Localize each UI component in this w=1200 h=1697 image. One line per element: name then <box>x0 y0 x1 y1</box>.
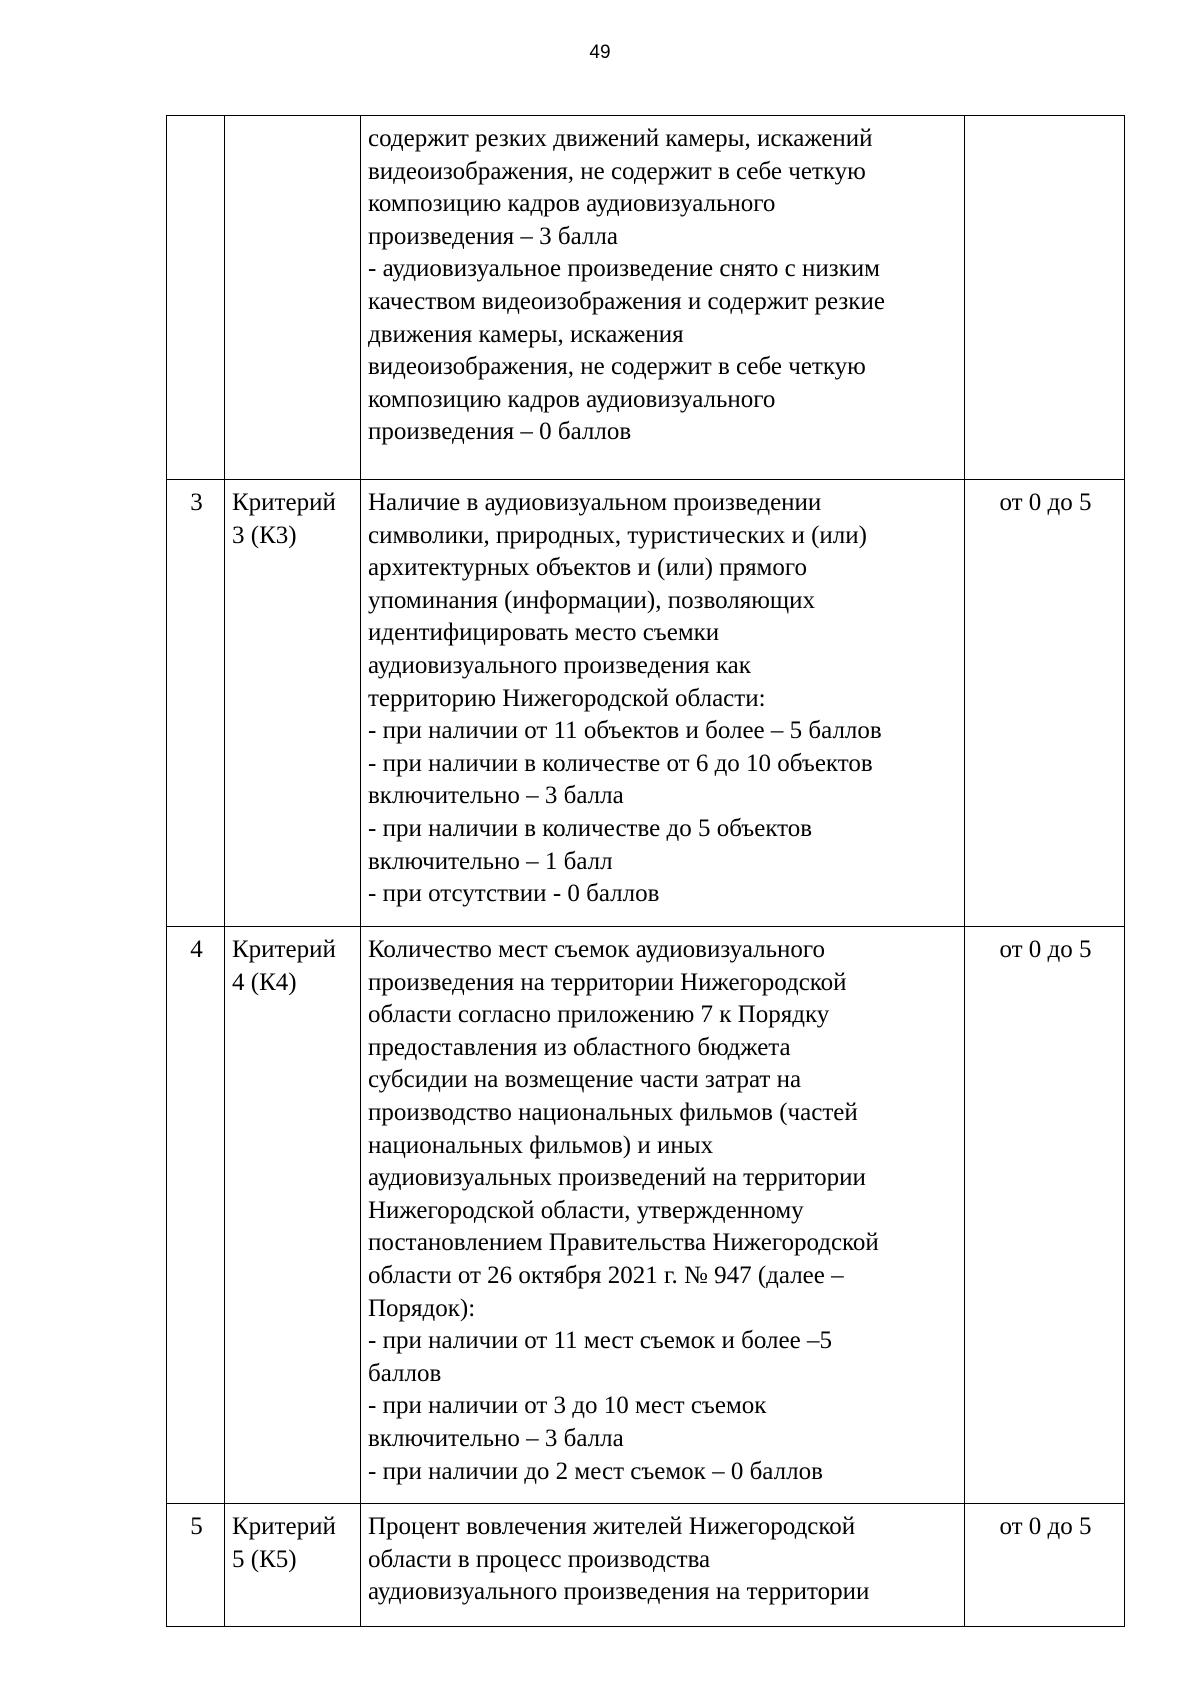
description-line: - при наличии в количестве от 6 до 10 объектов <box>368 749 873 777</box>
criterion-cell <box>225 927 361 1504</box>
table-row <box>167 480 1125 927</box>
description-line: произведения – 0 баллов <box>368 418 632 446</box>
table-row <box>167 1504 1125 1627</box>
description-cell <box>361 927 965 1504</box>
score-cell: от 0 до 5 <box>965 480 1125 927</box>
criterion-code: 4 (К4) <box>232 968 297 996</box>
criterion-code: 5 (К5) <box>232 1545 297 1573</box>
description-cell <box>361 480 965 927</box>
criterion-cell <box>225 1504 361 1627</box>
description-line: аудиовизуального произведения как <box>368 651 751 679</box>
table-row <box>167 116 1125 480</box>
description-line: Процент вовлечения жителей Нижегородской <box>368 1513 856 1540</box>
description-line: произведения – 3 балла <box>368 222 618 250</box>
criterion-label: Критерий <box>232 1513 336 1540</box>
description-line: видеоизображения, не содержит в себе четкую <box>368 353 866 381</box>
description-line: включительно – 1 балл <box>368 847 613 875</box>
description-line: аудиовизуальных произведений на территории <box>368 1164 866 1192</box>
criteria-table <box>166 115 1125 1627</box>
criterion-cell <box>225 116 361 480</box>
score-cell: от 0 до 5 <box>965 927 1125 1504</box>
description-cell <box>361 1504 965 1627</box>
criterion-cell <box>225 480 361 927</box>
description-line: Нижегородской области, утвержденному <box>368 1196 804 1224</box>
description-line: произведения на территории Нижегородской <box>368 968 847 996</box>
description-line: Количество мест съемок аудиовизуального <box>368 936 826 963</box>
description-line: - при наличии до 2 мест съемок – 0 баллов <box>368 1457 823 1485</box>
row-number-cell: 5 <box>167 1504 225 1627</box>
description-line: упоминания (информации), позволяющих <box>368 586 816 614</box>
description-line: идентифицировать место съемки <box>368 619 720 647</box>
row-number-cell: 4 <box>167 927 225 1504</box>
description-line: - при наличии от 11 мест съемок и более –5 <box>368 1327 832 1355</box>
description-line: видеоизображения, не содержит в себе четкую <box>368 157 866 185</box>
description-line: предоставления из областного бюджета <box>368 1033 791 1061</box>
description-line: - при наличии в количестве до 5 объектов <box>368 814 813 842</box>
description-line: качеством видеоизображения и содержит резкие <box>368 287 885 315</box>
description-line: движения камеры, искажения <box>368 320 684 348</box>
description-line: аудиовизуального произведения на территории <box>368 1578 870 1606</box>
score-cell <box>965 116 1125 480</box>
description-line: - аудиовизуальное произведение снято с низким <box>368 255 880 283</box>
description-line: постановлением Правительства Нижегородской <box>368 1229 879 1257</box>
description-line: области в процесс производства <box>368 1545 711 1573</box>
description-line: производство национальных фильмов (частей <box>368 1098 858 1126</box>
description-line: - при отсутствии - 0 баллов <box>368 880 660 908</box>
description-line: области от 26 октября 2021 г. № 947 (далее – <box>368 1261 844 1289</box>
description-line: композицию кадров аудиовизуального <box>368 385 776 413</box>
score-cell: от 0 до 5 <box>965 1504 1125 1627</box>
description-line: архитектурных объектов и (или) прямого <box>368 554 808 582</box>
description-line: баллов <box>368 1359 442 1387</box>
description-line: композицию кадров аудиовизуального <box>368 190 776 218</box>
criterion-code: 3 (К3) <box>232 521 297 549</box>
description-line: включительно – 3 балла <box>368 1424 624 1452</box>
description-line: символики, природных, туристических и (или) <box>368 521 867 549</box>
criterion-label: Критерий <box>232 936 336 963</box>
page-number: 49 <box>589 42 611 63</box>
table-row <box>167 927 1125 1504</box>
description-line: территорию Нижегородской области: <box>368 684 766 712</box>
description-line: субсидии на возмещение части затрат на <box>368 1066 802 1094</box>
description-line: - при наличии от 11 объектов и более – 5 баллов <box>368 717 882 745</box>
description-line: содержит резких движений камеры, искажений <box>368 125 873 152</box>
description-line: Наличие в аудиовизуальном произведении <box>368 489 822 516</box>
description-cell <box>361 116 965 480</box>
row-number-cell <box>167 116 225 480</box>
description-line: национальных фильмов) и иных <box>368 1131 714 1159</box>
criterion-label: Критерий <box>232 489 336 516</box>
description-line: - при наличии от 3 до 10 мест съемок <box>368 1392 767 1420</box>
description-line: Порядок): <box>368 1294 476 1322</box>
description-line: области согласно приложению 7 к Порядку <box>368 1001 830 1029</box>
description-line: включительно – 3 балла <box>368 782 624 810</box>
row-number-cell: 3 <box>167 480 225 927</box>
